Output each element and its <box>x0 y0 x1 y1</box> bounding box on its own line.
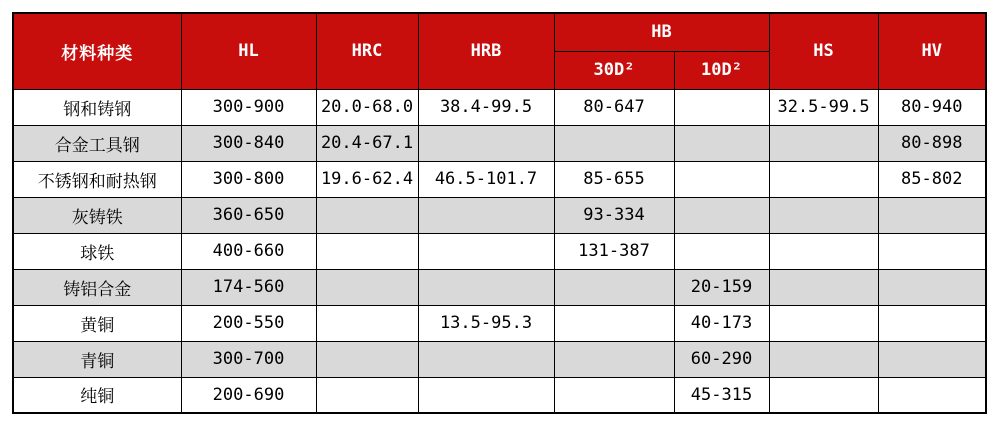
cell-material: 黄铜 <box>13 305 181 341</box>
cell-hb-10d: 60-290 <box>674 341 769 377</box>
cell-hl: 300-800 <box>181 161 316 197</box>
header-cell-hrc: HRC <box>316 13 418 89</box>
table-body <box>13 89 986 413</box>
cell-hb-30d: 85-655 <box>554 161 674 197</box>
cell-hv <box>878 197 986 233</box>
cell-hrc <box>316 341 418 377</box>
cell-hrc <box>316 197 418 233</box>
cell-material: 青铜 <box>13 341 181 377</box>
cell-hb-10d <box>674 161 769 197</box>
cell-hb-10d <box>674 233 769 269</box>
table-row <box>13 197 986 233</box>
header-cell-hl: HL <box>181 13 316 89</box>
table-row <box>13 305 986 341</box>
cell-hl: 300-840 <box>181 125 316 161</box>
cell-hv <box>878 269 986 305</box>
cell-hs <box>769 233 878 269</box>
cell-material: 钢和铸钢 <box>13 89 181 125</box>
cell-hrc <box>316 305 418 341</box>
cell-hb-30d <box>554 125 674 161</box>
cell-hb-10d <box>674 89 769 125</box>
cell-hrc: 19.6-62.4 <box>316 161 418 197</box>
cell-hv: 80-898 <box>878 125 986 161</box>
cell-hrb <box>418 233 554 269</box>
cell-hrc <box>316 269 418 305</box>
table-row <box>13 161 986 197</box>
cell-hs <box>769 161 878 197</box>
cell-hv <box>878 341 986 377</box>
cell-hv: 80-940 <box>878 89 986 125</box>
material-hardness-table <box>12 12 987 414</box>
header-cell-hrb: HRB <box>418 13 554 89</box>
cell-hl: 400-660 <box>181 233 316 269</box>
cell-hb-30d <box>554 341 674 377</box>
cell-hl: 200-690 <box>181 377 316 413</box>
table-row <box>13 269 986 305</box>
header-cell-hb-group: HB <box>554 13 769 51</box>
header-cell-material: 材料种类 <box>13 13 181 89</box>
cell-hrb: 13.5-95.3 <box>418 305 554 341</box>
cell-hb-10d <box>674 197 769 233</box>
cell-hrc <box>316 233 418 269</box>
cell-material: 球铁 <box>13 233 181 269</box>
header-cell-hb-10d: 10D² <box>674 51 769 89</box>
cell-hs <box>769 269 878 305</box>
cell-hl: 200-550 <box>181 305 316 341</box>
cell-hb-30d <box>554 377 674 413</box>
header-cell-hv: HV <box>878 13 986 89</box>
cell-hv <box>878 233 986 269</box>
cell-hrc: 20.4-67.1 <box>316 125 418 161</box>
cell-hl: 360-650 <box>181 197 316 233</box>
cell-hrb: 38.4-99.5 <box>418 89 554 125</box>
header-row-top <box>13 13 986 51</box>
cell-hl: 174-560 <box>181 269 316 305</box>
cell-hs <box>769 341 878 377</box>
table-row <box>13 377 986 413</box>
cell-hb-10d <box>674 125 769 161</box>
cell-hv: 85-802 <box>878 161 986 197</box>
cell-material: 不锈钢和耐热钢 <box>13 161 181 197</box>
cell-hb-30d <box>554 269 674 305</box>
table-row <box>13 233 986 269</box>
table-row <box>13 341 986 377</box>
cell-hrb <box>418 341 554 377</box>
cell-hs <box>769 125 878 161</box>
header-cell-hs: HS <box>769 13 878 89</box>
table-row <box>13 125 986 161</box>
cell-hrc <box>316 377 418 413</box>
cell-material: 纯铜 <box>13 377 181 413</box>
cell-hl: 300-700 <box>181 341 316 377</box>
cell-hv <box>878 305 986 341</box>
table-row <box>13 89 986 125</box>
cell-hs: 32.5-99.5 <box>769 89 878 125</box>
cell-material: 灰铸铁 <box>13 197 181 233</box>
cell-hs <box>769 197 878 233</box>
cell-hb-10d: 40-173 <box>674 305 769 341</box>
cell-hs <box>769 305 878 341</box>
table-header <box>13 13 986 89</box>
cell-hb-10d: 20-159 <box>674 269 769 305</box>
cell-hrb: 46.5-101.7 <box>418 161 554 197</box>
cell-hrc: 20.0-68.0 <box>316 89 418 125</box>
cell-hrb <box>418 377 554 413</box>
cell-hb-30d: 93-334 <box>554 197 674 233</box>
cell-hv <box>878 377 986 413</box>
cell-hb-30d: 131-387 <box>554 233 674 269</box>
cell-hb-30d: 80-647 <box>554 89 674 125</box>
hardness-conversion-table-container <box>12 12 987 414</box>
cell-hs <box>769 377 878 413</box>
cell-hl: 300-900 <box>181 89 316 125</box>
cell-hb-10d: 45-315 <box>674 377 769 413</box>
cell-material: 合金工具钢 <box>13 125 181 161</box>
cell-hrb <box>418 197 554 233</box>
cell-hrb <box>418 125 554 161</box>
cell-material: 铸铝合金 <box>13 269 181 305</box>
cell-hrb <box>418 269 554 305</box>
cell-hb-30d <box>554 305 674 341</box>
header-cell-hb-30d: 30D² <box>554 51 674 89</box>
